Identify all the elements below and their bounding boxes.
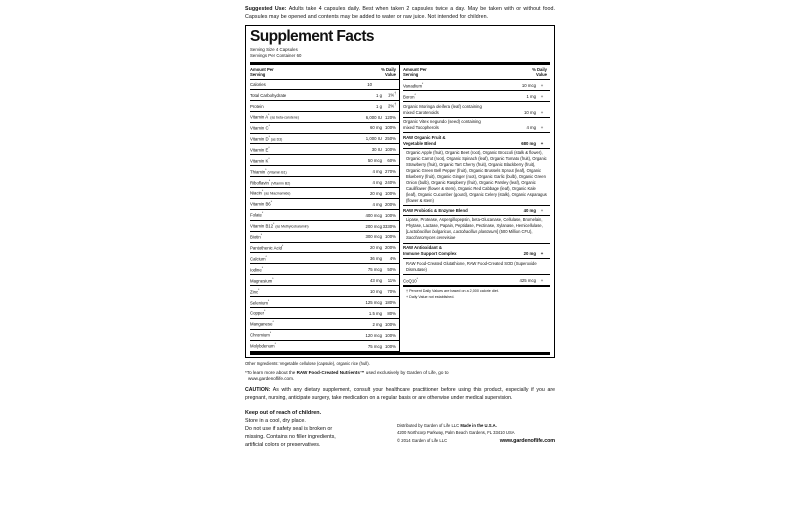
- nutrient-name: Vitamin B6*: [250, 200, 272, 207]
- nutrient-row: [250, 275, 399, 286]
- nutrient-daily-value: 50%: [387, 267, 396, 273]
- nutrient-amount: 75 mcg: [367, 343, 382, 349]
- nutrient-row: [250, 341, 399, 352]
- nutrient-name-line2: mixed Carotenoids: [403, 109, 439, 115]
- nutrient-amount: 425 mcg: [519, 278, 536, 284]
- nutrient-name: Chromium*: [250, 331, 272, 338]
- distributor-line: [397, 423, 555, 430]
- learn-more-block: [245, 370, 555, 384]
- nutrient-daily-value: 200%: [385, 245, 396, 251]
- caution-block: [245, 387, 555, 403]
- label-container: [245, 6, 555, 449]
- nutrient-name: Thiamin* (Vitamin B1): [250, 167, 287, 175]
- nutrient-daily-value: 200%: [385, 201, 396, 207]
- nutrient-row: [403, 91, 550, 102]
- nutrient-amount: 20 mg: [370, 190, 382, 196]
- nutrient-daily-value: +: [540, 109, 544, 115]
- learn-more-bold: RAW Food-Created Nutrients™: [296, 369, 365, 375]
- nutrient-amount: 1.5 mg: [368, 310, 382, 316]
- nutrient-name: Total Carbohydrate: [250, 92, 287, 98]
- nutrient-amount: 1,000 IU: [365, 136, 382, 142]
- blend-value-line: [403, 251, 550, 257]
- nutrient-daily-value: 1%†: [388, 91, 396, 98]
- nutrient-amount: 200 mcg: [365, 223, 382, 229]
- nutrient-row: [250, 308, 399, 319]
- footnote-dv: † Percent Daily Values are based on a 2,000 calorie diet.: [406, 289, 499, 294]
- nutrient-daily-value: 80%: [387, 310, 396, 316]
- nutrient-daily-value: 11%: [387, 278, 396, 284]
- blend-name-line1: RAW Organic Fruit &: [403, 134, 446, 140]
- nutrient-name: CoQ10*: [403, 276, 418, 284]
- nutrient-name: Copper*: [250, 309, 266, 316]
- nutrient-row: [250, 199, 399, 210]
- nutrient-amount: 125 mcg: [365, 299, 382, 305]
- panel-bottom-bar: [250, 352, 550, 356]
- blend-value-line: [403, 141, 550, 147]
- blend-header: [403, 244, 550, 260]
- nutrient-amount: 20 mg: [370, 245, 382, 251]
- nutrient-value-line: [403, 110, 550, 116]
- nutrient-name: Folate*: [250, 211, 264, 218]
- blend-header: [403, 206, 550, 215]
- nutrient-name: Biotin*: [250, 233, 262, 240]
- nutrient-daily-value: +: [540, 125, 544, 131]
- dv-header-right-line1: % Daily: [532, 66, 547, 72]
- nutrient-amount: 1 mg: [526, 94, 536, 100]
- nutrient-amount: 75 mcg: [367, 267, 382, 273]
- nutrient-name: Calories: [250, 81, 266, 87]
- panel-footnotes: [403, 286, 550, 302]
- nutrient-row: [250, 144, 399, 155]
- distributor-address: 4200 Northcorp Parkway, Palm Beach Gardens, FL 33410 USA: [397, 430, 515, 436]
- caution-heading: CAUTION:: [245, 387, 271, 394]
- website-link[interactable]: www.gardenoflife.com: [499, 438, 555, 444]
- suggested-use-text: Adults take 4 capsules daily. Best when taken 2 capsules twice a day. May be taken with or without food. Capsules may be opened and contents may be added to water or raw juice. Not intended for children.: [245, 6, 555, 20]
- nutrient-amount: 120 mcg: [365, 332, 382, 338]
- nutrient-row: [250, 232, 399, 243]
- nutrient-daily-value: 120%: [385, 114, 396, 120]
- nutrient-amount: 4 mg: [372, 201, 382, 207]
- nutrient-daily-value: 100%: [385, 234, 396, 240]
- nutrient-name: Iodine*: [250, 265, 263, 273]
- nutrient-name: Calcium*: [250, 254, 267, 262]
- blend-name-line2: Vegetable Blend: [403, 140, 437, 146]
- nutrient-row: [250, 134, 399, 145]
- nutrient-rows-left: [250, 80, 399, 351]
- nutrient-row: [250, 221, 399, 232]
- nutrient-name: Protein: [250, 103, 264, 109]
- other-ingredients: Other Ingredients: Vegetable cellulose (capsule), organic rice (hull).: [245, 360, 370, 366]
- distributor-text: Distributed by Garden of Life LLC: [397, 423, 461, 429]
- dv-header-right-line2: Value: [536, 72, 547, 78]
- nutrient-name: Riboflavin* (Vitamin B2): [250, 178, 291, 185]
- nutrient-row: [250, 112, 399, 123]
- nutrient-daily-value: 100%: [385, 125, 396, 131]
- nutrient-row: [403, 275, 550, 286]
- nutrient-row: [250, 319, 399, 330]
- suggested-use-heading: Suggested Use:: [245, 6, 287, 12]
- nutrient-column-left: [250, 65, 400, 352]
- nutrient-amount: 300 mcg: [365, 234, 382, 240]
- amount-header-right-line2: Serving: [403, 72, 419, 78]
- nutrient-row: [250, 286, 399, 297]
- nutrient-name-line2: mixed Tocopherols: [403, 125, 439, 131]
- amount-header-line2: Serving: [250, 72, 266, 78]
- nutrient-amount: 4 mg: [526, 125, 536, 131]
- nutrient-row: [250, 188, 399, 199]
- footnote-plus: + Daily Value not established.: [406, 294, 455, 299]
- dv-header-line1: % Daily: [381, 66, 396, 72]
- suggested-use-block: [245, 6, 555, 21]
- nutrient-row: [250, 101, 399, 112]
- panel-title: Supplement Facts: [250, 28, 374, 46]
- nutrient-amount: 43 mg: [370, 278, 382, 284]
- nutrient-name: Molybdenum*: [250, 342, 276, 349]
- nutrient-name: Manganese*: [250, 320, 274, 327]
- blend-daily-value: +: [540, 207, 544, 213]
- supplement-facts-panel: [245, 25, 555, 358]
- nutrient-amount: 60 mg: [370, 125, 382, 131]
- nutrient-row: [250, 123, 399, 134]
- nutrient-row: [250, 90, 399, 101]
- nutrient-name: Magnesium*: [250, 276, 274, 284]
- nutrient-daily-value: 270%: [385, 169, 396, 175]
- nutrient-daily-value: +: [540, 278, 544, 284]
- nutrient-row: [250, 330, 399, 341]
- nutrient-amount: 2 mg: [372, 321, 382, 327]
- nutrient-amount: 10 mg: [524, 109, 536, 115]
- nutrient-amount: 6,000 IU: [365, 114, 382, 120]
- nutrient-daily-value: 100%: [385, 212, 396, 218]
- blend-header: [403, 133, 550, 149]
- nutrient-row: [250, 155, 399, 166]
- nutrient-amount: 36 mg: [370, 256, 382, 262]
- nutrient-value-line: [403, 125, 550, 131]
- bottom-left-block: [245, 409, 397, 450]
- nutrient-row: [250, 166, 399, 177]
- nutrient-name: Vitamin D* (as D3): [250, 134, 283, 142]
- nutrient-daily-value: 180%: [385, 299, 396, 305]
- nutrient-daily-value: 250%: [385, 136, 396, 142]
- nutrient-row: [250, 210, 399, 221]
- nutrient-daily-value: 2%†: [388, 102, 396, 109]
- nutrient-name: Zinc*: [250, 287, 260, 295]
- nutrient-amount: 4 mg: [372, 179, 382, 185]
- nutrient-daily-value: 60%: [387, 158, 396, 164]
- nutrient-amount: 10: [367, 81, 372, 87]
- nutrient-column-right: [400, 65, 550, 352]
- nutrient-name: Vitamin K*: [250, 156, 270, 164]
- nutrient-daily-value: 4%: [389, 256, 396, 262]
- bottom-right-block: [397, 409, 555, 450]
- nutrient-amount: 50 mcg: [367, 158, 382, 164]
- nutrient-row-multiline: [403, 102, 550, 118]
- blend-amount: 40 mg: [523, 207, 536, 213]
- nutrient-amount: 30 IU: [371, 147, 382, 153]
- nutrient-daily-value: 3330%: [382, 223, 396, 229]
- nutrient-row: [250, 243, 399, 254]
- nutrient-daily-value: 100%: [385, 332, 396, 338]
- dv-header-line2: Value: [385, 72, 396, 78]
- blend-name-line2: Immune Support Complex: [403, 250, 457, 256]
- nutrient-amount: 10 mcg: [521, 83, 536, 89]
- nutrient-name: Pantothenic Acid*: [250, 243, 284, 251]
- nutrient-daily-value: 240%: [385, 179, 396, 185]
- safety-seal-line3: artificial colors or preservatives.: [245, 442, 321, 449]
- blend-amount: 20 mg: [523, 250, 536, 256]
- keep-out-of-reach: Keep out of reach of children.: [245, 409, 322, 416]
- nutrient-amount: 4 mg: [372, 169, 382, 175]
- nutrient-amount: 1 g: [376, 92, 382, 98]
- nutrient-name: Vitamin C*: [250, 124, 270, 131]
- nutrient-name: Vanadium*: [403, 81, 424, 89]
- nutrient-amount: 1 g: [376, 103, 382, 109]
- blend-ingredients: Lipase, Protease, Aspergillopepsin, beta-Glucanase, Cellulase, Bromelain, Phytase, Lactase, Papain, Peptidase, Pectinase, Xylanase, Hemicellulase, [Lactobacillus bulgaricus, Lactobacillus plantarum] (500 Million CFU), Saccharomyces cerevisiae: [403, 216, 550, 244]
- nutrient-rows-right: [403, 80, 550, 286]
- learn-more-url[interactable]: www.gardenoflife.com.: [248, 376, 295, 382]
- nutrient-daily-value: 70%: [387, 289, 396, 295]
- blend-name: RAW Probiotic & Enzyme Blend: [403, 207, 468, 213]
- nutrient-daily-value: +: [540, 94, 544, 100]
- serving-size: Serving Size 4 Capsules: [250, 46, 298, 52]
- nutrient-name: Vitamin E*: [250, 145, 270, 153]
- nutrient-daily-value: 100%: [385, 321, 396, 327]
- nutrient-daily-value: 100%: [385, 343, 396, 349]
- bottom-section: [245, 409, 555, 450]
- nutrient-row-multiline: [403, 118, 550, 134]
- nutrient-daily-value: 100%: [385, 190, 396, 196]
- amount-header-right-line1: Amount Per: [403, 66, 427, 72]
- nutrient-name: Boron*: [403, 92, 416, 100]
- blend-amount: 680 mg: [521, 140, 536, 146]
- nutrient-name: Vitamin B12* (as Methylcobalamin): [250, 222, 309, 229]
- learn-more-pre: *To learn more about the: [245, 369, 297, 375]
- blend-name-line1: RAW Antioxidant &: [403, 245, 442, 251]
- safety-seal-line1: Do not use if safety seal is broken or: [245, 426, 333, 433]
- column-header-left: [250, 65, 399, 80]
- blend-daily-value: +: [540, 140, 544, 146]
- nutrient-amount: 400 mcg: [365, 212, 382, 218]
- servings-per-container: Servings Per Container 60: [250, 53, 302, 59]
- nutrient-name-line1: Organic Vitex negundo (seed) containing: [403, 119, 481, 125]
- blend-ingredients: RAW Food-Created Glutathione, RAW Food-Created SOD (Superoxide Dismutase): [403, 259, 550, 275]
- nutrient-name: Niacin* (as Niacinamide): [250, 189, 291, 196]
- made-in-usa: Made in the U.S.A.: [460, 423, 497, 429]
- nutrient-row: [250, 80, 399, 89]
- nutrient-daily-value: 100%: [385, 147, 396, 153]
- nutrient-daily-value: +: [540, 83, 544, 89]
- nutrient-row: [403, 80, 550, 91]
- copyright-row: [397, 437, 555, 446]
- nutrient-row: [250, 177, 399, 188]
- nutrient-columns: [250, 65, 550, 352]
- nutrient-row: [250, 253, 399, 264]
- nutrient-amount: 10 mg: [370, 289, 382, 295]
- nutrient-name-line1: Organic Moringa oleifera (leaf) containing: [403, 103, 482, 109]
- nutrient-name: Vitamin A* (as beta-carotene): [250, 113, 299, 120]
- copyright-text: © 2014 Garden of Life LLC: [397, 438, 448, 443]
- learn-more-post: used exclusively by Garden of Life, go to: [364, 369, 449, 375]
- caution-text: As with any dietary supplement, consult your healthcare practitioner before using this product, especially if you are pregnant, nursing, anticipate surgery, take medication on a regular basis or are otherwise under medical supervision.: [245, 387, 555, 402]
- column-header-right: [403, 65, 550, 80]
- storage-line: Store in a cool, dry place.: [245, 418, 306, 425]
- blend-ingredients: Organic Apple (fruit), Organic Beet (root), Organic Broccoli (stalk & flower), Organic Carrot (root), Organic Spinach (leaf), Organic Tomato (fruit), Organic Strawberry (fruit), Organic Tart Cherry (fruit), Organic Blackberry (fruit), Organic Green Bell Pepper (fruit), Organic Brussels Sprout (leaf), Organic Blueberry (fruit), Organic Ginger (root), Organic Garlic (bulb), Organic Green Onion (bulb), Organic Raspberry (fruit), Organic Parsley (leaf), Organic Cauliflower (flower & stem), Organic Red Cabbage (leaf), Organic Kale (leaf), Organic Cucumber (gourd), Organic Celery (stalk), Organic Asparagus (flower & stem): [403, 149, 550, 206]
- amount-header-line1: Amount Per: [250, 66, 274, 72]
- blend-daily-value: +: [540, 250, 544, 256]
- nutrient-row: [250, 264, 399, 275]
- nutrient-name: Selenium*: [250, 298, 270, 305]
- nutrient-row: [250, 297, 399, 308]
- safety-seal-line2: missing. Contains no filler ingredients,: [245, 434, 336, 441]
